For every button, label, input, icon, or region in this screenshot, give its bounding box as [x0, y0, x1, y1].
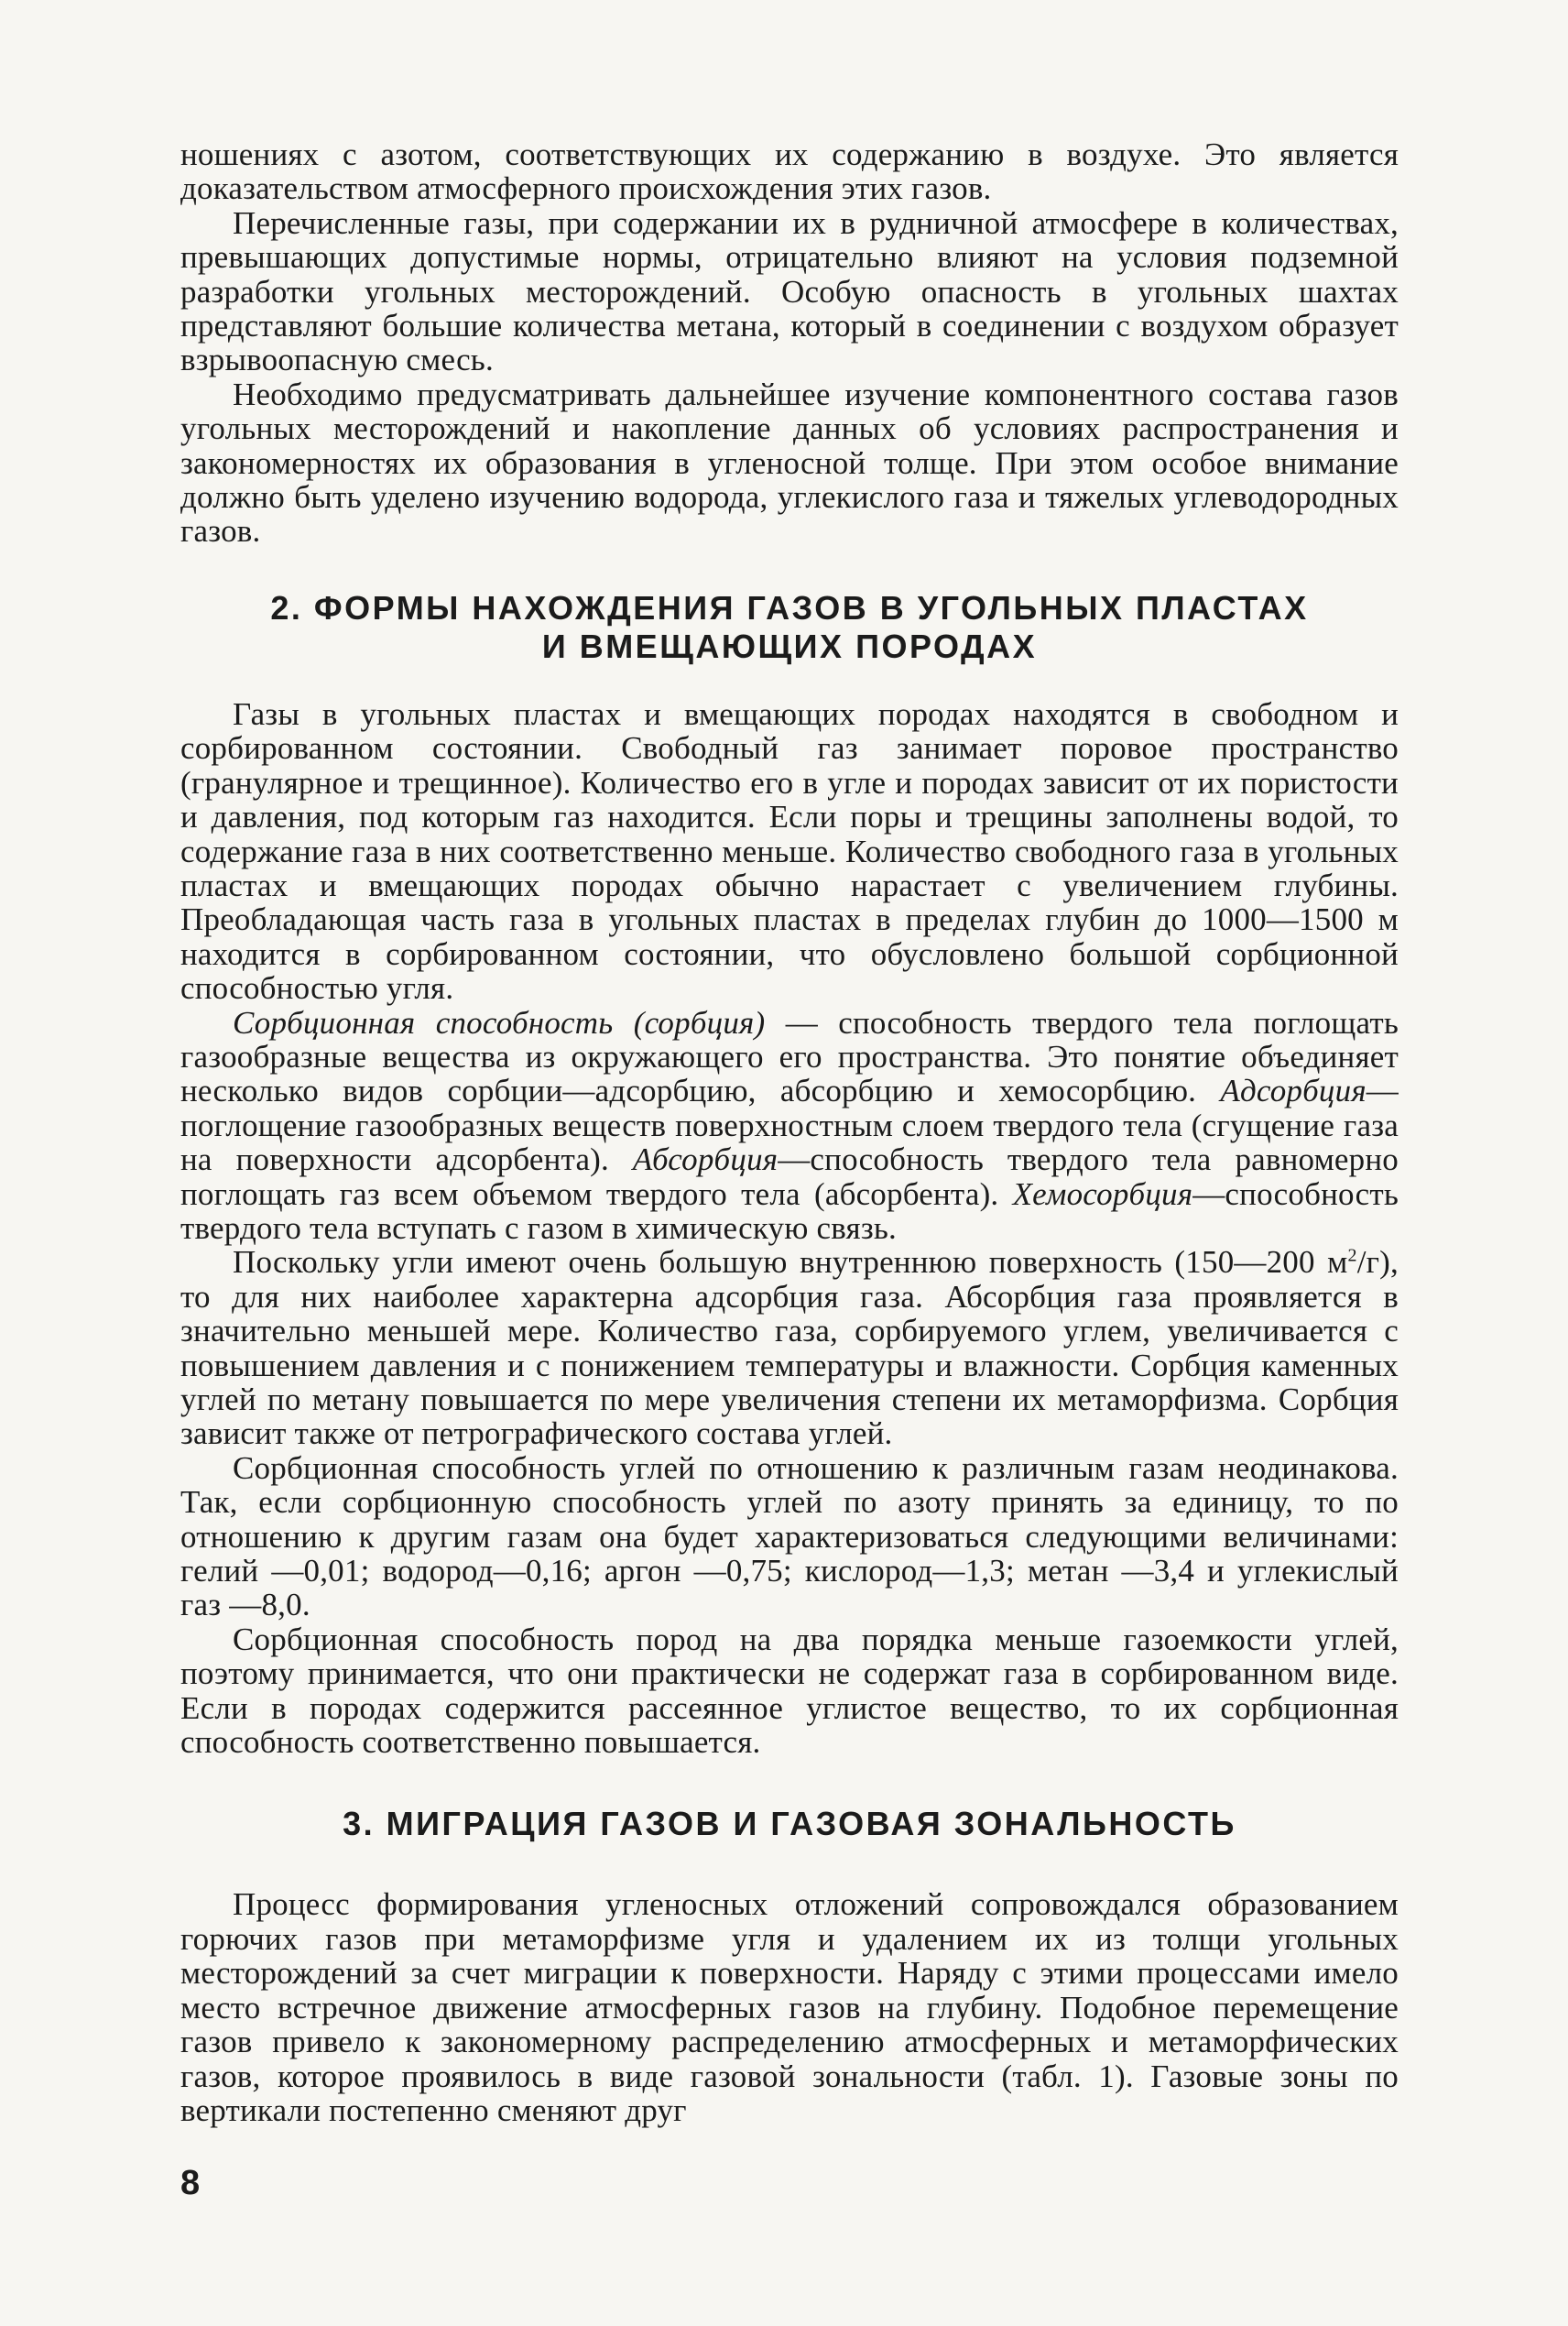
section-3-paragraph-1: Процесс формирования угленосных отложений сопровождался образованием горючих газов при метаморфизме угля и удалением их из толщи угольных месторождений за счет миграции к поверхности. Наряду с этими процессами имело место встречное движение атмосферных газов на глубину. Подобное перемещение газов привело к закономерному распределению атмосферных и метаморфических газов, которое проявилось в виде газовой зональности (табл. 1). Газовые зоны по вертикали постепенно сменяют друг — [180, 1886, 1399, 2128]
superscript-2: 2 — [1347, 1245, 1357, 1266]
section-2-paragraph-5: Сорбционная способность пород на два порядка меньше газоемкости углей, поэтому принимается, что они практически не содержат газа в сорбированном виде. Если в породах содержится рассеянное углистое вещество, то их сорбционная способность соответственно повышается. — [180, 1621, 1399, 1761]
page-body — [180, 137, 1399, 2127]
intro-paragraph-1: ношениях с азотом, соответствующих их содержанию в воздухе. Это является доказательством атмосферного происхождения этих газов. — [180, 137, 1399, 207]
chemisorption-definition: —способность твердого тела вступать с газом в химическую связь. — [180, 1175, 1399, 1246]
absorption-definition: —способность твердого тела равномерно поглощать газ всем объемом твердого тела (абсорбента). — [180, 1141, 1399, 1212]
intro-paragraph-2: Перечисленные газы, при содержании их в рудничной атмосфере в количествах, превышающих допустимые нормы, отрицательно влияют на условия подземной разработки угольных месторождений. Особую опасность в угольных шахтах представляют большие количества метана, который в соединении с воздухом образует взрывоопасную смесь. — [180, 204, 1399, 378]
surface-text-after: /г), то для них наиболее характерна адсорбция газа. Абсорбция газа проявляется в значительно меньшей мере. Количество газа, сорбируемого углем, увеличивается с повышением давления и с понижением температуры и влажности. Сорбция каменных углей по метану повышается по мере увеличения степени их метаморфизма. Сорбция зависит также от петрографического состава углей. — [180, 1244, 1399, 1452]
term-adsorption: Адсорбция — [1220, 1073, 1367, 1109]
intro-paragraph-3: Необходимо предусматривать дальнейшее изучение компонентного состава газов угольных месторождений и накопление данных об условиях распространения и закономерностях их образования в угленосной толще. При этом особое внимание должно быть уделено изучению водорода, углекислого газа и тяжелых углеводородных газов. — [180, 376, 1399, 550]
section-2-paragraph-1: Газы в угольных пластах и вмещающих породах находятся в свободном и сорбированном состоянии. Свободный газ занимает поровое пространство (гранулярное и трещинное). Количество его в угле и породах зависит от их пористости и давления, под которым газ находится. Если поры и трещины заполнены водой, то содержание газа в них соответственно меньше. Количество свободного газа в угольных пластах и вмещающих породах обычно нарастает с увеличением глубины. Преобладающая часть газа в угольных пластах в пределах глубин до 1000—1500 м находится в сорбированном состоянии, что обусловлено большой сорбционной способностью угля. — [180, 695, 1399, 1007]
section-2-heading-line-2: И ВМЕЩАЮЩИХ ПОРОДАХ — [541, 627, 1038, 665]
page-number: 8 — [180, 2164, 201, 2202]
sorption-definition: — способность твердого тела поглощать газообразные вещества из окружающего его пространства. Это понятие объединяет несколько видов сорбции—адсорбцию, абсорбцию и хемосорбцию. — [180, 1004, 1399, 1109]
adsorption-definition: —поглощение газообразных веществ поверхностным слоем твердого тела (сгущение газа на поверхности адсорбента). — [180, 1073, 1399, 1178]
section-2-paragraph-2 — [180, 1006, 1399, 1246]
surface-text-before: Поскольку угли имеют очень большую внутреннюю поверхность (150—200 м — [233, 1244, 1348, 1281]
section-2-heading-line-1: 2. ФОРМЫ НАХОЖДЕНИЯ ГАЗОВ В УГОЛЬНЫХ ПЛАСТАХ — [270, 588, 1309, 627]
section-3-heading: 3. МИГРАЦИЯ ГАЗОВ И ГАЗОВАЯ ЗОНАЛЬНОСТЬ — [343, 1805, 1236, 1843]
section-2-paragraph-4: Сорбционная способность углей по отношению к различным газам неодинакова. Так, если сорбционную способность углей по азоту принять за единицу, то по отношению к другим газам она будет характеризоваться следующими величинами: гелий —0,01; водород—0,16; аргон —0,75; кислород—1,3; метан —3,4 и углекислый газ —8,0. — [180, 1449, 1399, 1623]
term-absorption: Абсорбция — [632, 1141, 779, 1178]
term-sorption: Сорбционная способность (сорбция) — [233, 1004, 766, 1041]
section-2-paragraph-3 — [180, 1245, 1399, 1450]
term-chemisorption: Хемосорбция — [1012, 1175, 1193, 1212]
section-2-heading — [180, 589, 1399, 666]
